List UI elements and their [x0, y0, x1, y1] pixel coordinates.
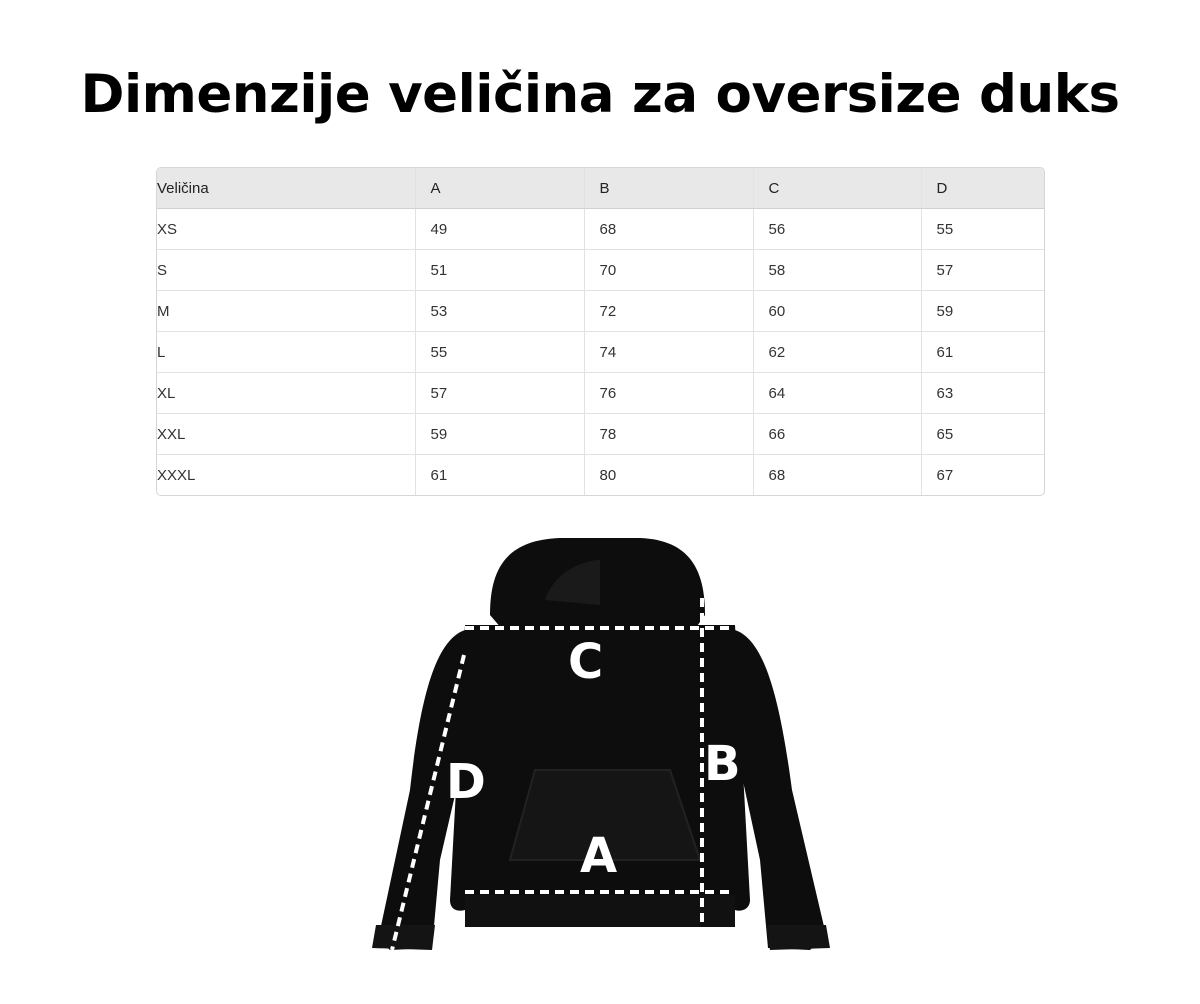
- table-cell: 57: [415, 373, 584, 414]
- table-cell: 70: [584, 250, 753, 291]
- table-cell: 63: [921, 373, 1044, 414]
- hoodie-measurement-diagram: [340, 530, 860, 1000]
- table-cell: 66: [753, 414, 921, 455]
- table-header-row: [157, 168, 1044, 209]
- table-cell: XL: [157, 373, 415, 414]
- table-cell: XXXL: [157, 455, 415, 496]
- table-cell: 67: [921, 455, 1044, 496]
- table-cell: 59: [415, 414, 584, 455]
- table-cell: 65: [921, 414, 1044, 455]
- table-cell: S: [157, 250, 415, 291]
- label-d: D: [446, 754, 486, 810]
- table-cell: 62: [753, 332, 921, 373]
- table-cell: 76: [584, 373, 753, 414]
- page-title: Dimenzije veličina za oversize duks: [80, 64, 1120, 125]
- right-cuff: [766, 925, 830, 950]
- table-cell: 55: [415, 332, 584, 373]
- table-row: [157, 414, 1044, 455]
- table-cell: 64: [753, 373, 921, 414]
- size-table: [156, 167, 1045, 496]
- table-cell: 55: [921, 209, 1044, 250]
- left-cuff: [372, 925, 435, 950]
- label-c: C: [568, 634, 604, 690]
- label-b: B: [704, 736, 741, 792]
- column-header: C: [753, 168, 921, 209]
- table-row: [157, 373, 1044, 414]
- table-row: [157, 455, 1044, 496]
- column-header: A: [415, 168, 584, 209]
- hoodie-hem: [465, 895, 735, 927]
- table-cell: 53: [415, 291, 584, 332]
- table-row: [157, 332, 1044, 373]
- table-cell: 61: [415, 455, 584, 496]
- table-cell: 56: [753, 209, 921, 250]
- table-row: [157, 291, 1044, 332]
- table-row: [157, 250, 1044, 291]
- column-header: B: [584, 168, 753, 209]
- table-cell: 72: [584, 291, 753, 332]
- table-cell: 51: [415, 250, 584, 291]
- column-header: Veličina: [157, 168, 415, 209]
- table-cell: 49: [415, 209, 584, 250]
- table-cell: 58: [753, 250, 921, 291]
- table-cell: L: [157, 332, 415, 373]
- table-cell: 60: [753, 291, 921, 332]
- table-cell: 78: [584, 414, 753, 455]
- table-cell: XS: [157, 209, 415, 250]
- hoodie-illustration: [340, 530, 860, 1000]
- table-cell: 74: [584, 332, 753, 373]
- table-cell: 61: [921, 332, 1044, 373]
- table-cell: 68: [753, 455, 921, 496]
- table-cell: XXL: [157, 414, 415, 455]
- table-cell: 59: [921, 291, 1044, 332]
- table-cell: M: [157, 291, 415, 332]
- table-cell: 57: [921, 250, 1044, 291]
- size-table-grid: [157, 168, 1044, 495]
- table-row: [157, 209, 1044, 250]
- column-header: D: [921, 168, 1044, 209]
- table-cell: 80: [584, 455, 753, 496]
- label-a: A: [580, 828, 618, 884]
- table-cell: 68: [584, 209, 753, 250]
